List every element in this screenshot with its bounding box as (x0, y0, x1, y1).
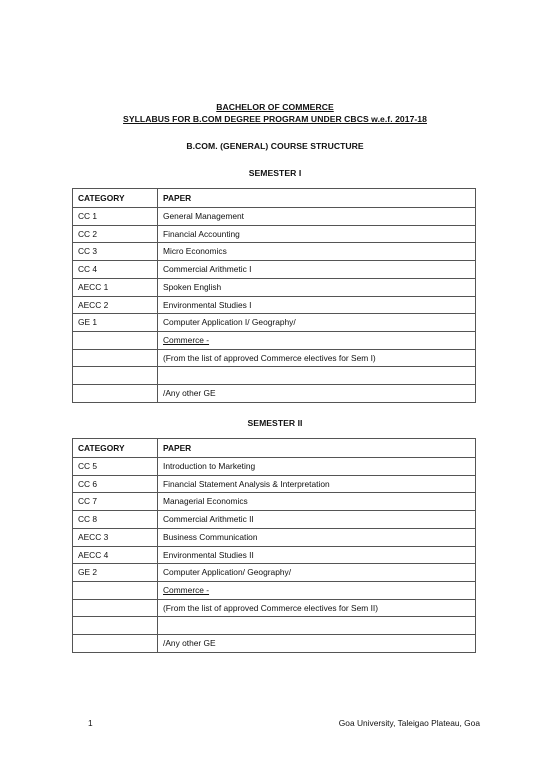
paper-cell: (From the list of approved Commerce electives for Sem I) (158, 349, 476, 367)
table-row (73, 225, 476, 243)
paper-cell: Environmental Studies I (158, 296, 476, 314)
paper-cell: Commerce - (158, 581, 476, 599)
table-header-row (73, 439, 476, 458)
category-cell (73, 599, 158, 617)
footer-institution: Goa University, Taleigao Plateau, Goa (338, 718, 480, 728)
category-cell: CC 2 (73, 225, 158, 243)
table-row (73, 367, 476, 385)
table-row (73, 385, 476, 403)
paper-cell: Commercial Arithmetic II (158, 511, 476, 529)
semester-2-heading: SEMESTER II (247, 418, 303, 428)
category-cell: CC 5 (73, 458, 158, 476)
category-cell: CC 7 (73, 493, 158, 511)
table-row (73, 617, 476, 635)
paper-cell: Commerce - (158, 331, 476, 349)
category-cell (73, 367, 158, 385)
category-cell: CC 1 (73, 208, 158, 226)
column-header-paper: PAPER (158, 189, 476, 208)
paper-cell (158, 367, 476, 385)
paper-cell: Managerial Economics (158, 493, 476, 511)
category-cell (73, 349, 158, 367)
category-cell: AECC 1 (73, 278, 158, 296)
table-header-row (73, 189, 476, 208)
table-row (73, 493, 476, 511)
table-row (73, 349, 476, 367)
table-row (73, 243, 476, 261)
paper-cell: Commercial Arithmetic I (158, 261, 476, 279)
paper-cell: /Any other GE (158, 635, 476, 653)
category-cell (73, 331, 158, 349)
table-row (73, 314, 476, 332)
category-cell: CC 3 (73, 243, 158, 261)
paper-cell: General Management (158, 208, 476, 226)
table-row (73, 261, 476, 279)
category-cell (73, 385, 158, 403)
paper-cell: (From the list of approved Commerce electives for Sem II) (158, 599, 476, 617)
syllabus-subtitle: SYLLABUS FOR B.COM DEGREE PROGRAM UNDER CBCS w.e.f. 2017-18 (123, 114, 427, 124)
table-row (73, 458, 476, 476)
category-cell: CC 4 (73, 261, 158, 279)
category-cell: CC 6 (73, 475, 158, 493)
table-row (73, 296, 476, 314)
table-row (73, 331, 476, 349)
paper-cell (158, 617, 476, 635)
table-row (73, 546, 476, 564)
semester-2-table (72, 438, 476, 653)
table-row (73, 475, 476, 493)
column-header-paper: PAPER (158, 439, 476, 458)
paper-cell: /Any other GE (158, 385, 476, 403)
paper-cell: Introduction to Marketing (158, 458, 476, 476)
category-cell: GE 1 (73, 314, 158, 332)
category-cell: AECC 4 (73, 546, 158, 564)
category-cell (73, 635, 158, 653)
paper-cell: Computer Application/ Geography/ (158, 564, 476, 582)
table-row (73, 208, 476, 226)
table-row (73, 511, 476, 529)
document-title: BACHELOR OF COMMERCE (216, 102, 334, 112)
paper-cell: Business Communication (158, 528, 476, 546)
paper-cell: Financial Statement Analysis & Interpretation (158, 475, 476, 493)
column-header-category: CATEGORY (73, 439, 158, 458)
table-row (73, 599, 476, 617)
semester-1-table (72, 188, 476, 403)
page-number: 1 (88, 718, 93, 728)
category-cell: GE 2 (73, 564, 158, 582)
category-cell: CC 8 (73, 511, 158, 529)
category-cell (73, 617, 158, 635)
column-header-category: CATEGORY (73, 189, 158, 208)
table-row (73, 635, 476, 653)
course-structure-heading: B.COM. (GENERAL) COURSE STRUCTURE (186, 141, 364, 151)
table-row (73, 278, 476, 296)
category-cell: AECC 2 (73, 296, 158, 314)
semester-1-heading: SEMESTER I (248, 168, 302, 178)
paper-cell: Spoken English (158, 278, 476, 296)
table-row (73, 564, 476, 582)
table-row (73, 528, 476, 546)
paper-cell: Financial Accounting (158, 225, 476, 243)
paper-cell: Computer Application I/ Geography/ (158, 314, 476, 332)
table-row (73, 581, 476, 599)
paper-cell: Environmental Studies II (158, 546, 476, 564)
category-cell: AECC 3 (73, 528, 158, 546)
category-cell (73, 581, 158, 599)
paper-cell: Micro Economics (158, 243, 476, 261)
